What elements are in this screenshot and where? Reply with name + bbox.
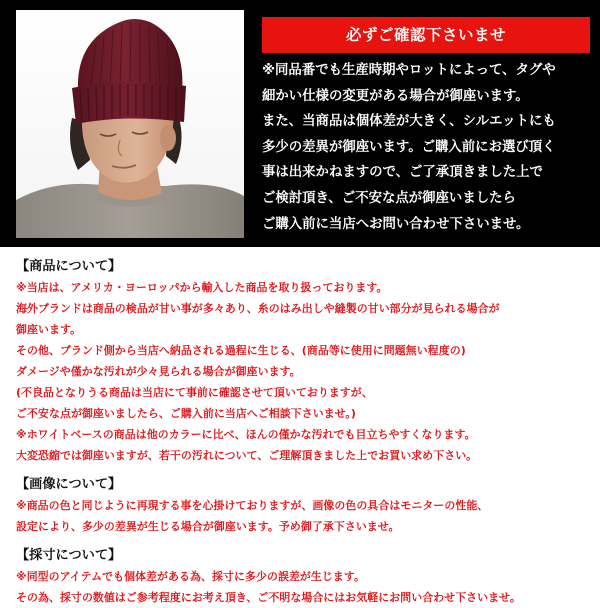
- product-line: (不良品となりうる商品は当店にて事前に確認させて頂いておりますが、: [16, 386, 373, 399]
- product-photo: [16, 10, 244, 238]
- image-section-heading: 【画像について】: [16, 477, 122, 492]
- product-line: 海外ブランドは商品の検品が甘い事が多々あり、糸のはみ出しや縫製の甘い部分が見られる場合が: [16, 302, 500, 315]
- product-line: 大変恐縮では御座いますが、若干の汚れについて、ご理解頂きました上でお買い求め下さい。: [16, 449, 478, 462]
- product-line: 御座います。: [16, 323, 82, 336]
- notice-line: ※同品番でも生産時期やロットによって、タグや: [262, 63, 556, 78]
- info-sections: [16, 256, 592, 608]
- image-section: [16, 474, 592, 537]
- notice-line: また、当商品は個体差が大きく、シルエットにも: [262, 114, 556, 130]
- notice-line: 細かい仕様の変更がある場合が御座います。: [262, 88, 529, 104]
- product-line: ダメージや僅かな汚れが少々見られる場合が御座います。: [16, 365, 301, 378]
- product-line: ※当店は、アメリカ・ヨーロッパから輸入した商品を取り扱っております。: [16, 281, 388, 294]
- measure-section: [16, 545, 592, 608]
- measure-line: その為、採寸の数値はご参考程度にお考え頂き、ご不明な場合にはお気軽にお問い合わせ下さいませ。: [16, 591, 521, 604]
- measure-section-heading: 【採寸について】: [16, 548, 122, 563]
- image-line: ※商品の色と同じように再現する事を心掛けておりますが、画像の色の具合はモニターの性能、: [16, 499, 489, 512]
- notice-line: ご検討頂き、ご不安な点が御座いましたら: [262, 190, 516, 206]
- product-line: ※ホワイトベースの商品は他のカラーに比べ、ほんの僅かな汚れでも目立ちやすくなります。: [16, 428, 476, 441]
- product-section-heading: 【商品について】: [16, 259, 122, 274]
- image-line: 設定により、多少の差異が生じる場合が御座います。予め御了承下さいませ。: [16, 520, 400, 533]
- notice-heading: 必ずご確認下さいませ: [262, 17, 590, 53]
- model-beanie-image: [16, 10, 244, 238]
- product-line: ご不安な点が御座いましたら、ご購入前に当店へご相談下さいませ。): [16, 407, 357, 420]
- notice-body: [262, 58, 596, 237]
- notice-line: 多少の差異が御座います。ご購入前にお選び頂く: [262, 139, 556, 155]
- notice-panel: [0, 0, 600, 247]
- product-line: その他、ブランド側から当店へ納品される過程に生じる、(商品等に使用に問題無い程度の): [16, 344, 466, 357]
- notice-line: 事は出来かねますので、ご了承頂きました上で: [262, 165, 543, 181]
- notice-line: ご購入前に当店へお問い合わせ下さいませ。: [262, 216, 530, 232]
- product-section: [16, 256, 592, 466]
- measure-line: ※同型のアイテムでも個体差がある為、採寸に多少の誤差が生じます。: [16, 570, 366, 583]
